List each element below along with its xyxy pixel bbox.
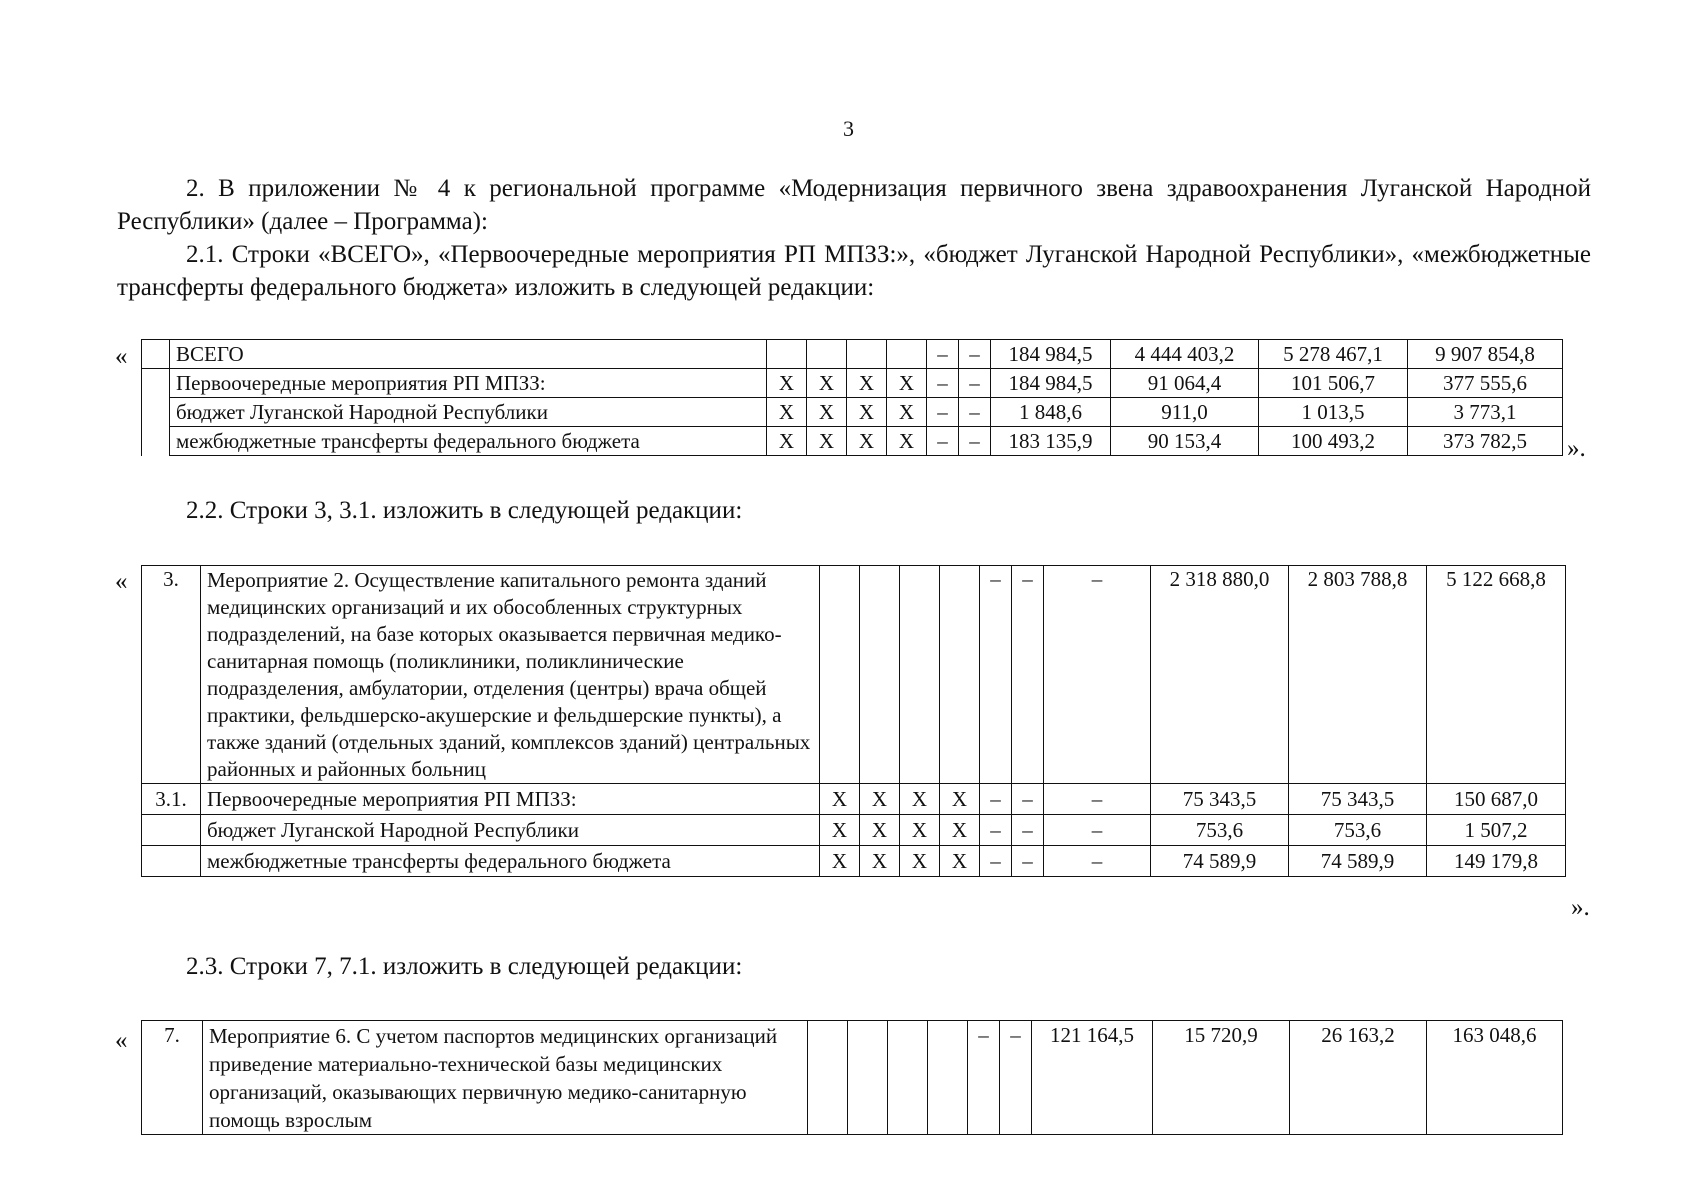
marker-cell: X [807, 398, 847, 427]
value-cell: 149 179,8 [1427, 846, 1566, 877]
row-label: Первоочередные мероприятия РП МПЗЗ: [201, 784, 820, 815]
marker-cell: X [900, 846, 940, 877]
table-row [142, 1021, 1563, 1135]
marker-cell: X [940, 784, 980, 815]
value-cell: – [1044, 815, 1151, 846]
value-cell: 2 803 788,8 [1289, 566, 1427, 784]
dash-cell: – [927, 427, 959, 456]
value-cell: 121 164,5 [1032, 1021, 1153, 1135]
value-cell: 753,6 [1289, 815, 1427, 846]
marker-cell [807, 340, 847, 369]
intro-paragraph-1: 2. В приложении № 4 к региональной программе «Модернизация первичного звена здравоохранения Луганской Народной Республики» (далее – Программа): [117, 175, 1591, 235]
marker-cell: X [820, 815, 860, 846]
section-2-2-heading: 2.2. Строки 3, 3.1. изложить в следующей редакции: [186, 497, 743, 524]
quote-close-1: ». [1567, 435, 1586, 462]
marker-cell: X [860, 815, 900, 846]
value-cell: 3 773,1 [1408, 398, 1563, 427]
dash-cell: – [980, 566, 1012, 784]
table-row [142, 369, 1563, 398]
dash-cell: – [959, 340, 991, 369]
section-2-3-heading: 2.3. Строки 7, 7.1. изложить в следующей редакции: [186, 953, 743, 980]
table-row-3 [141, 565, 1566, 877]
dash-cell: – [927, 398, 959, 427]
marker-cell: X [847, 369, 887, 398]
marker-cell [767, 340, 807, 369]
intro-paragraph-2: 2.1. Строки «ВСЕГО», «Первоочередные мероприятия РП МПЗЗ:», «бюджет Луганской Народной Республики», «межбюджетные трансферты федерального бюджета» изложить в следующей редакции: [117, 241, 1591, 301]
marker-cell: X [900, 815, 940, 846]
marker-cell: X [847, 398, 887, 427]
marker-cell: X [887, 369, 927, 398]
marker-cell [887, 340, 927, 369]
value-cell: – [1044, 784, 1151, 815]
dash-cell: – [980, 815, 1012, 846]
table-row-7 [141, 1020, 1563, 1135]
value-cell: 1 507,2 [1427, 815, 1566, 846]
marker-cell [888, 1021, 928, 1135]
number-cell [142, 815, 201, 846]
row-label: Мероприятие 2. Осуществление капитального ремонта зданий медицинских организаций и их обособленных структурных подразделений, на базе которых оказывается первичная медико-санитарная помощь (поликлиники, поликлинические подразделения, амбулатории, отделения (центры) врача общей практики, фельдшерско-акушерские и фельдшерские пункты), а также зданий (отдельных зданий, комплексов зданий) центральных районных и районных больниц [201, 566, 820, 784]
dash-cell: – [1012, 846, 1044, 877]
dash-cell: – [1012, 784, 1044, 815]
value-cell: 373 782,5 [1408, 427, 1563, 456]
quote-open-1: « [115, 343, 128, 370]
row-label: Мероприятие 6. С учетом паспортов медицинских организаций приведение материально-технической базы медицинских организаций, оказывающих первичную медико-санитарную помощь взрослым [203, 1021, 808, 1135]
marker-cell: X [940, 846, 980, 877]
value-cell: 74 589,9 [1151, 846, 1289, 877]
value-cell: 74 589,9 [1289, 846, 1427, 877]
value-cell: 753,6 [1151, 815, 1289, 846]
value-cell: 377 555,6 [1408, 369, 1563, 398]
value-cell: – [1044, 566, 1151, 784]
dash-cell: – [927, 340, 959, 369]
value-cell: 4 444 403,2 [1111, 340, 1259, 369]
row-label: бюджет Луганской Народной Республики [201, 815, 820, 846]
page-number: 3 [843, 116, 854, 141]
marker-cell [900, 566, 940, 784]
value-cell: 75 343,5 [1289, 784, 1427, 815]
table-totals [141, 339, 1563, 456]
marker-cell [860, 566, 900, 784]
value-cell: 15 720,9 [1153, 1021, 1290, 1135]
table-row [142, 566, 1566, 784]
value-cell: 101 506,7 [1259, 369, 1408, 398]
marker-cell: X [860, 846, 900, 877]
table-row [142, 846, 1566, 877]
marker-cell: X [887, 398, 927, 427]
marker-cell: X [820, 784, 860, 815]
number-cell [142, 846, 201, 877]
value-cell: 9 907 854,8 [1408, 340, 1563, 369]
marker-cell: X [807, 427, 847, 456]
marker-cell [847, 340, 887, 369]
dash-cell: – [959, 369, 991, 398]
marker-cell [820, 566, 860, 784]
dash-cell: – [1012, 566, 1044, 784]
value-cell: 183 135,9 [991, 427, 1111, 456]
table-row [142, 340, 1563, 369]
value-cell: 163 048,6 [1427, 1021, 1563, 1135]
number-cell: 3.1. [142, 784, 201, 815]
marker-cell: X [887, 427, 927, 456]
table-row [142, 398, 1563, 427]
dash-cell: – [980, 784, 1012, 815]
table-row [142, 815, 1566, 846]
marker-cell: X [900, 784, 940, 815]
marker-cell: X [940, 815, 980, 846]
marker-cell: X [820, 846, 860, 877]
dash-cell: – [927, 369, 959, 398]
marker-cell: X [807, 369, 847, 398]
table-row [142, 784, 1566, 815]
value-cell: 5 278 467,1 [1259, 340, 1408, 369]
value-cell: – [1044, 846, 1151, 877]
value-cell: 100 493,2 [1259, 427, 1408, 456]
value-cell: 26 163,2 [1290, 1021, 1427, 1135]
number-cell [142, 427, 170, 456]
dash-cell: – [968, 1021, 1000, 1135]
dash-cell: – [980, 846, 1012, 877]
dash-cell: – [959, 398, 991, 427]
marker-cell [928, 1021, 968, 1135]
number-cell: 7. [142, 1021, 203, 1135]
marker-cell [808, 1021, 848, 1135]
value-cell: 91 064,4 [1111, 369, 1259, 398]
dash-cell: – [1012, 815, 1044, 846]
value-cell: 911,0 [1111, 398, 1259, 427]
dash-cell: – [959, 427, 991, 456]
number-cell: 3. [142, 566, 201, 784]
marker-cell: X [847, 427, 887, 456]
value-cell: 184 984,5 [991, 369, 1111, 398]
value-cell: 90 153,4 [1111, 427, 1259, 456]
marker-cell: X [767, 398, 807, 427]
dash-cell: – [1000, 1021, 1032, 1135]
row-label: межбюджетные трансферты федерального бюджета [170, 427, 767, 456]
value-cell: 5 122 668,8 [1427, 566, 1566, 784]
quote-open-3: « [115, 1027, 128, 1054]
value-cell: 2 318 880,0 [1151, 566, 1289, 784]
number-cell [142, 369, 170, 398]
quote-open-2: « [115, 568, 128, 595]
value-cell: 1 013,5 [1259, 398, 1408, 427]
marker-cell [848, 1021, 888, 1135]
marker-cell: X [767, 369, 807, 398]
quote-close-2: ». [1571, 894, 1590, 921]
marker-cell: X [860, 784, 900, 815]
number-cell [142, 398, 170, 427]
table-row [142, 427, 1563, 456]
row-label: Первоочередные мероприятия РП МПЗЗ: [170, 369, 767, 398]
row-label: бюджет Луганской Народной Республики [170, 398, 767, 427]
value-cell: 75 343,5 [1151, 784, 1289, 815]
row-label: ВСЕГО [170, 340, 767, 369]
row-label: межбюджетные трансферты федерального бюджета [201, 846, 820, 877]
value-cell: 1 848,6 [991, 398, 1111, 427]
number-cell [142, 340, 170, 369]
marker-cell: X [767, 427, 807, 456]
value-cell: 150 687,0 [1427, 784, 1566, 815]
marker-cell [940, 566, 980, 784]
value-cell: 184 984,5 [991, 340, 1111, 369]
